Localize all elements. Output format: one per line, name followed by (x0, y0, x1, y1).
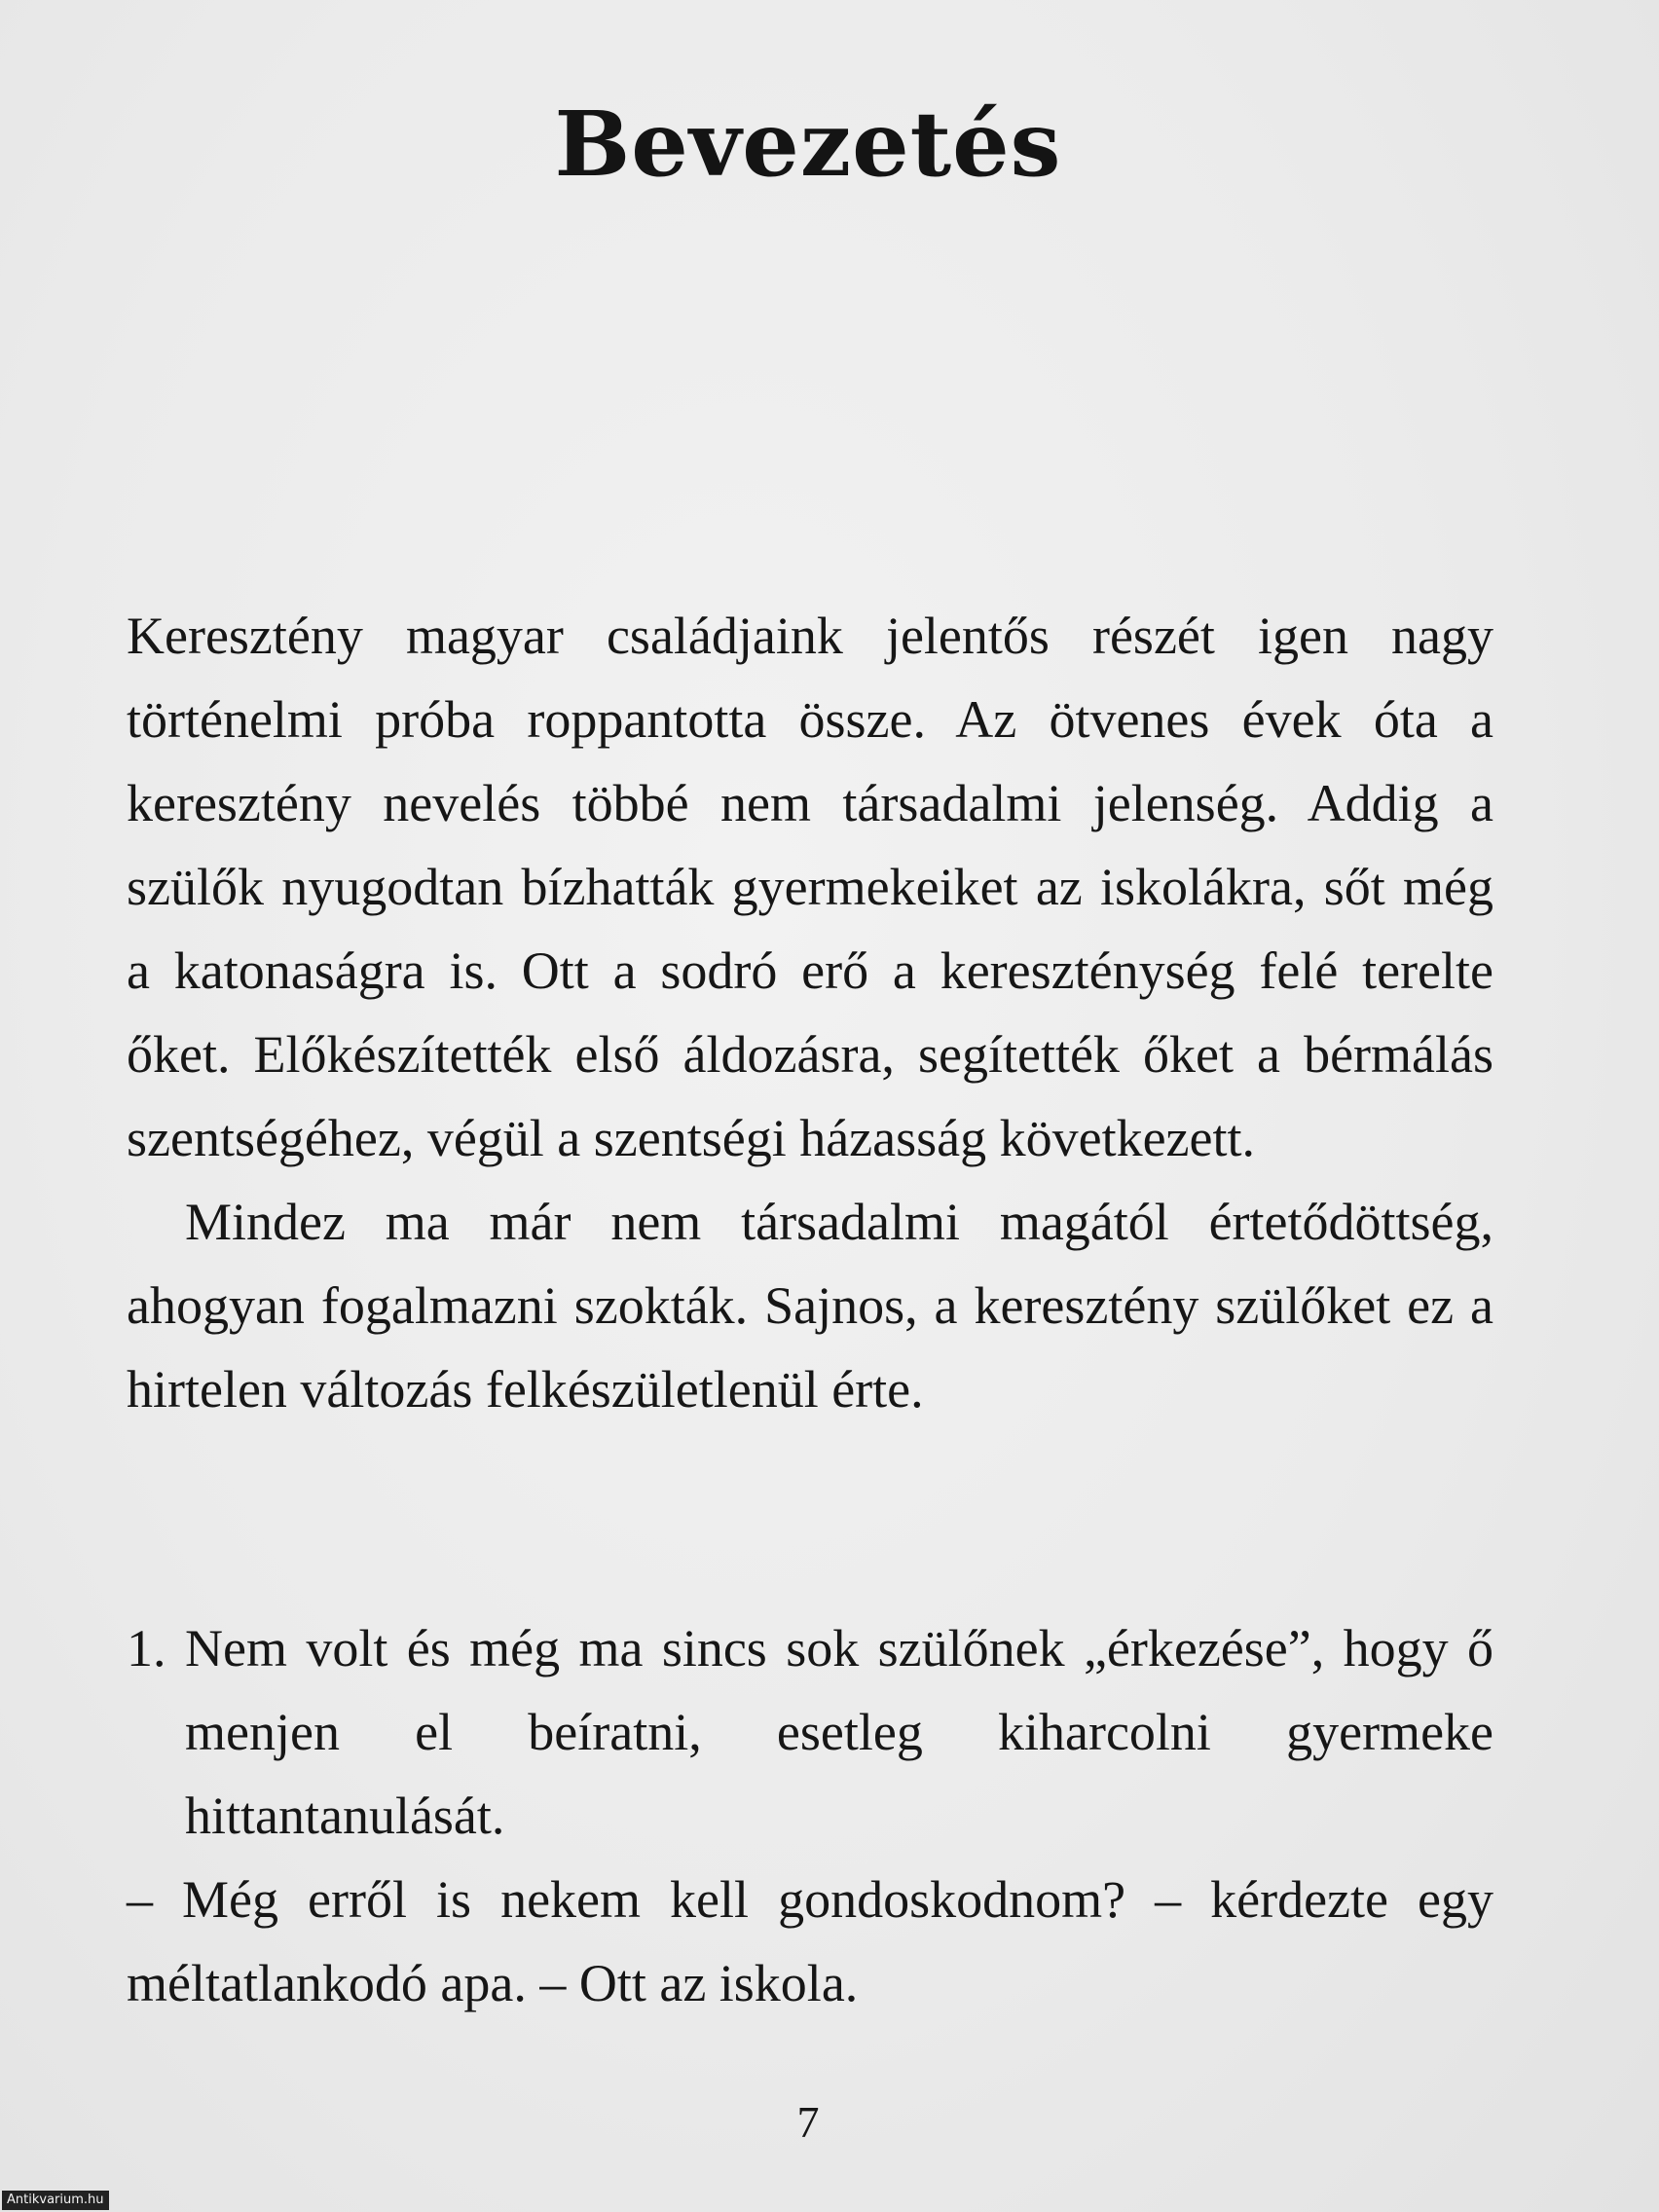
watermark-logo: Antikvarium.hu (2, 2191, 109, 2210)
page-number: 7 (796, 2097, 820, 2147)
intro-section (127, 594, 1493, 1431)
list-item-number: 1. (127, 1619, 166, 1677)
chapter-title: Bevezetés (554, 92, 1062, 197)
list-item-text: Nem volt és még ma sincs sok szülőnek „érkezése”, hogy ő menjen el beíratni, esetleg kiharcolni gyermeke hittantanulását. (185, 1619, 1493, 1845)
dialog-paragraph: – Még erről is nekem kell gondoskodnom? – kérdezte egy méltatlankodó apa. – Ott az iskola. (127, 1870, 1493, 2012)
list-item (127, 1606, 1493, 1858)
intro-paragraph-2: Mindez ma már nem társadalmi magától értetődöttség, ahogyan fogalmazni szokták. Sajnos, a keresztény szülőket ez a hirtelen változás felkészületlenül érte. (127, 1193, 1493, 1419)
numbered-list (127, 1606, 1493, 2025)
intro-paragraph-1: Keresztény magyar családjaink jelentős részét igen nagy történelmi próba roppantotta össze. Az ötvenes évek óta a keresztény nevelés többé nem társadalmi jelenség. Addig a szülők nyugodtan bízhatták gyermekeiket az iskolákra, sőt még a katonaságra is. Ott a sodró erő a kereszténység felé terelte őket. Előkészítették első áldozásra, segítették őket a bérmálás szentségéhez, végül a szentségi házasság következett. (127, 607, 1493, 1167)
